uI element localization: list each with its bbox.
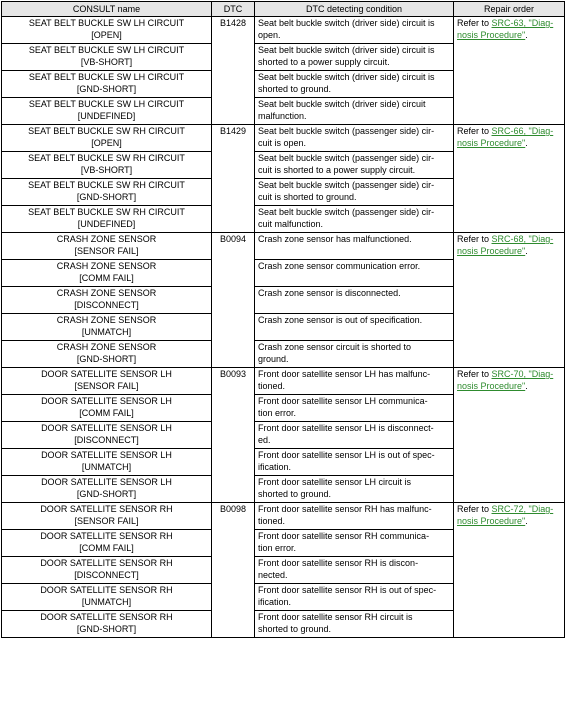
repair-order-suffix: .	[525, 381, 528, 391]
detecting-condition-cell: Front door satellite sensor LH circuit is shorted to ground.	[255, 476, 454, 503]
consult-name-cell: CRASH ZONE SENSOR [COMM FAIL]	[2, 260, 212, 287]
header-condition: DTC detecting condition	[255, 2, 454, 17]
table-row	[2, 368, 565, 395]
detecting-condition-cell: Seat belt buckle switch (driver side) circuit is shorted to ground.	[255, 71, 454, 98]
detecting-condition-cell: Front door satellite sensor LH is disconnect- ed.	[255, 422, 454, 449]
consult-name-cell: DOOR SATELLITE SENSOR LH [DISCONNECT]	[2, 422, 212, 449]
repair-order-cell	[454, 368, 565, 503]
consult-name-cell: SEAT BELT BUCKLE SW RH CIRCUIT [VB-SHORT]	[2, 152, 212, 179]
consult-name-cell: SEAT BELT BUCKLE SW LH CIRCUIT [OPEN]	[2, 17, 212, 44]
header-repair-order: Repair order	[454, 2, 565, 17]
detecting-condition-cell: Seat belt buckle switch (passenger side) cir- cuit is shorted to a power supply circuit.	[255, 152, 454, 179]
consult-name-cell: DOOR SATELLITE SENSOR LH [GND-SHORT]	[2, 476, 212, 503]
dtc-code-cell: B0093	[212, 368, 255, 503]
detecting-condition-cell: Crash zone sensor is out of specification.	[255, 314, 454, 341]
dtc-code-cell: B1428	[212, 17, 255, 125]
consult-name-cell: CRASH ZONE SENSOR [DISCONNECT]	[2, 287, 212, 314]
detecting-condition-cell: Seat belt buckle switch (passenger side) cir- cuit is shorted to ground.	[255, 179, 454, 206]
table-row	[2, 503, 565, 530]
detecting-condition-cell: Crash zone sensor is disconnected.	[255, 287, 454, 314]
repair-order-prefix: Refer to	[457, 369, 492, 379]
consult-name-cell: DOOR SATELLITE SENSOR LH [COMM FAIL]	[2, 395, 212, 422]
detecting-condition-cell: Seat belt buckle switch (driver side) circuit malfunction.	[255, 98, 454, 125]
diagnosis-procedure-link[interactable]: SRC-63, "Diag- nosis Procedure"	[457, 18, 554, 40]
consult-name-cell: CRASH ZONE SENSOR [GND-SHORT]	[2, 341, 212, 368]
diagnosis-procedure-link[interactable]: SRC-68, "Diag- nosis Procedure"	[457, 234, 554, 256]
consult-name-cell: DOOR SATELLITE SENSOR LH [SENSOR FAIL]	[2, 368, 212, 395]
repair-order-prefix: Refer to	[457, 18, 492, 28]
consult-name-cell: DOOR SATELLITE SENSOR LH [UNMATCH]	[2, 449, 212, 476]
consult-name-cell: DOOR SATELLITE SENSOR RH [SENSOR FAIL]	[2, 503, 212, 530]
repair-order-cell	[454, 503, 565, 638]
consult-name-cell: SEAT BELT BUCKLE SW LH CIRCUIT [VB-SHORT]	[2, 44, 212, 71]
consult-name-cell: SEAT BELT BUCKLE SW LH CIRCUIT [GND-SHORT]	[2, 71, 212, 98]
dtc-code-cell: B0094	[212, 233, 255, 368]
table-body	[2, 17, 565, 638]
table-row	[2, 233, 565, 260]
header-dtc: DTC	[212, 2, 255, 17]
consult-name-cell: CRASH ZONE SENSOR [UNMATCH]	[2, 314, 212, 341]
header-consult-name: CONSULT name	[2, 2, 212, 17]
header-row	[2, 2, 565, 17]
repair-order-suffix: .	[525, 30, 528, 40]
consult-name-cell: DOOR SATELLITE SENSOR RH [DISCONNECT]	[2, 557, 212, 584]
consult-name-cell: SEAT BELT BUCKLE SW RH CIRCUIT [UNDEFINED]	[2, 206, 212, 233]
consult-name-cell: SEAT BELT BUCKLE SW LH CIRCUIT [UNDEFINED]	[2, 98, 212, 125]
consult-name-cell: CRASH ZONE SENSOR [SENSOR FAIL]	[2, 233, 212, 260]
detecting-condition-cell: Front door satellite sensor LH is out of spec- ification.	[255, 449, 454, 476]
detecting-condition-cell: Front door satellite sensor RH circuit is shorted to ground.	[255, 611, 454, 638]
detecting-condition-cell: Seat belt buckle switch (passenger side) cir- cuit is open.	[255, 125, 454, 152]
detecting-condition-cell: Front door satellite sensor LH has malfunc- tioned.	[255, 368, 454, 395]
repair-order-cell	[454, 17, 565, 125]
detecting-condition-cell: Seat belt buckle switch (driver side) circuit is open.	[255, 17, 454, 44]
diagnosis-procedure-link[interactable]: SRC-66, "Diag- nosis Procedure"	[457, 126, 554, 148]
diagnosis-procedure-link[interactable]: SRC-70, "Diag- nosis Procedure"	[457, 369, 554, 391]
consult-name-cell: SEAT BELT BUCKLE SW RH CIRCUIT [OPEN]	[2, 125, 212, 152]
table-row	[2, 17, 565, 44]
detecting-condition-cell: Seat belt buckle switch (driver side) circuit is shorted to a power supply circuit.	[255, 44, 454, 71]
detecting-condition-cell: Front door satellite sensor LH communica- tion error.	[255, 395, 454, 422]
detecting-condition-cell: Front door satellite sensor RH is out of spec- ification.	[255, 584, 454, 611]
consult-name-cell: SEAT BELT BUCKLE SW RH CIRCUIT [GND-SHORT]	[2, 179, 212, 206]
diagnosis-procedure-link[interactable]: SRC-72, "Diag- nosis Procedure"	[457, 504, 554, 526]
dtc-table	[1, 1, 565, 638]
repair-order-suffix: .	[525, 138, 528, 148]
detecting-condition-cell: Crash zone sensor communication error.	[255, 260, 454, 287]
table-row	[2, 125, 565, 152]
repair-order-prefix: Refer to	[457, 504, 492, 514]
detecting-condition-cell: Crash zone sensor has malfunctioned.	[255, 233, 454, 260]
detecting-condition-cell: Seat belt buckle switch (passenger side) cir- cuit malfunction.	[255, 206, 454, 233]
repair-order-suffix: .	[525, 516, 528, 526]
detecting-condition-cell: Crash zone sensor circuit is shorted to ground.	[255, 341, 454, 368]
repair-order-prefix: Refer to	[457, 234, 492, 244]
detecting-condition-cell: Front door satellite sensor RH has malfunc- tioned.	[255, 503, 454, 530]
consult-name-cell: DOOR SATELLITE SENSOR RH [GND-SHORT]	[2, 611, 212, 638]
consult-name-cell: DOOR SATELLITE SENSOR RH [COMM FAIL]	[2, 530, 212, 557]
dtc-code-cell: B0098	[212, 503, 255, 638]
consult-name-cell: DOOR SATELLITE SENSOR RH [UNMATCH]	[2, 584, 212, 611]
dtc-code-cell: B1429	[212, 125, 255, 233]
repair-order-cell	[454, 125, 565, 233]
repair-order-cell	[454, 233, 565, 368]
detecting-condition-cell: Front door satellite sensor RH is discon- nected.	[255, 557, 454, 584]
repair-order-suffix: .	[525, 246, 528, 256]
repair-order-prefix: Refer to	[457, 126, 492, 136]
detecting-condition-cell: Front door satellite sensor RH communica- tion error.	[255, 530, 454, 557]
